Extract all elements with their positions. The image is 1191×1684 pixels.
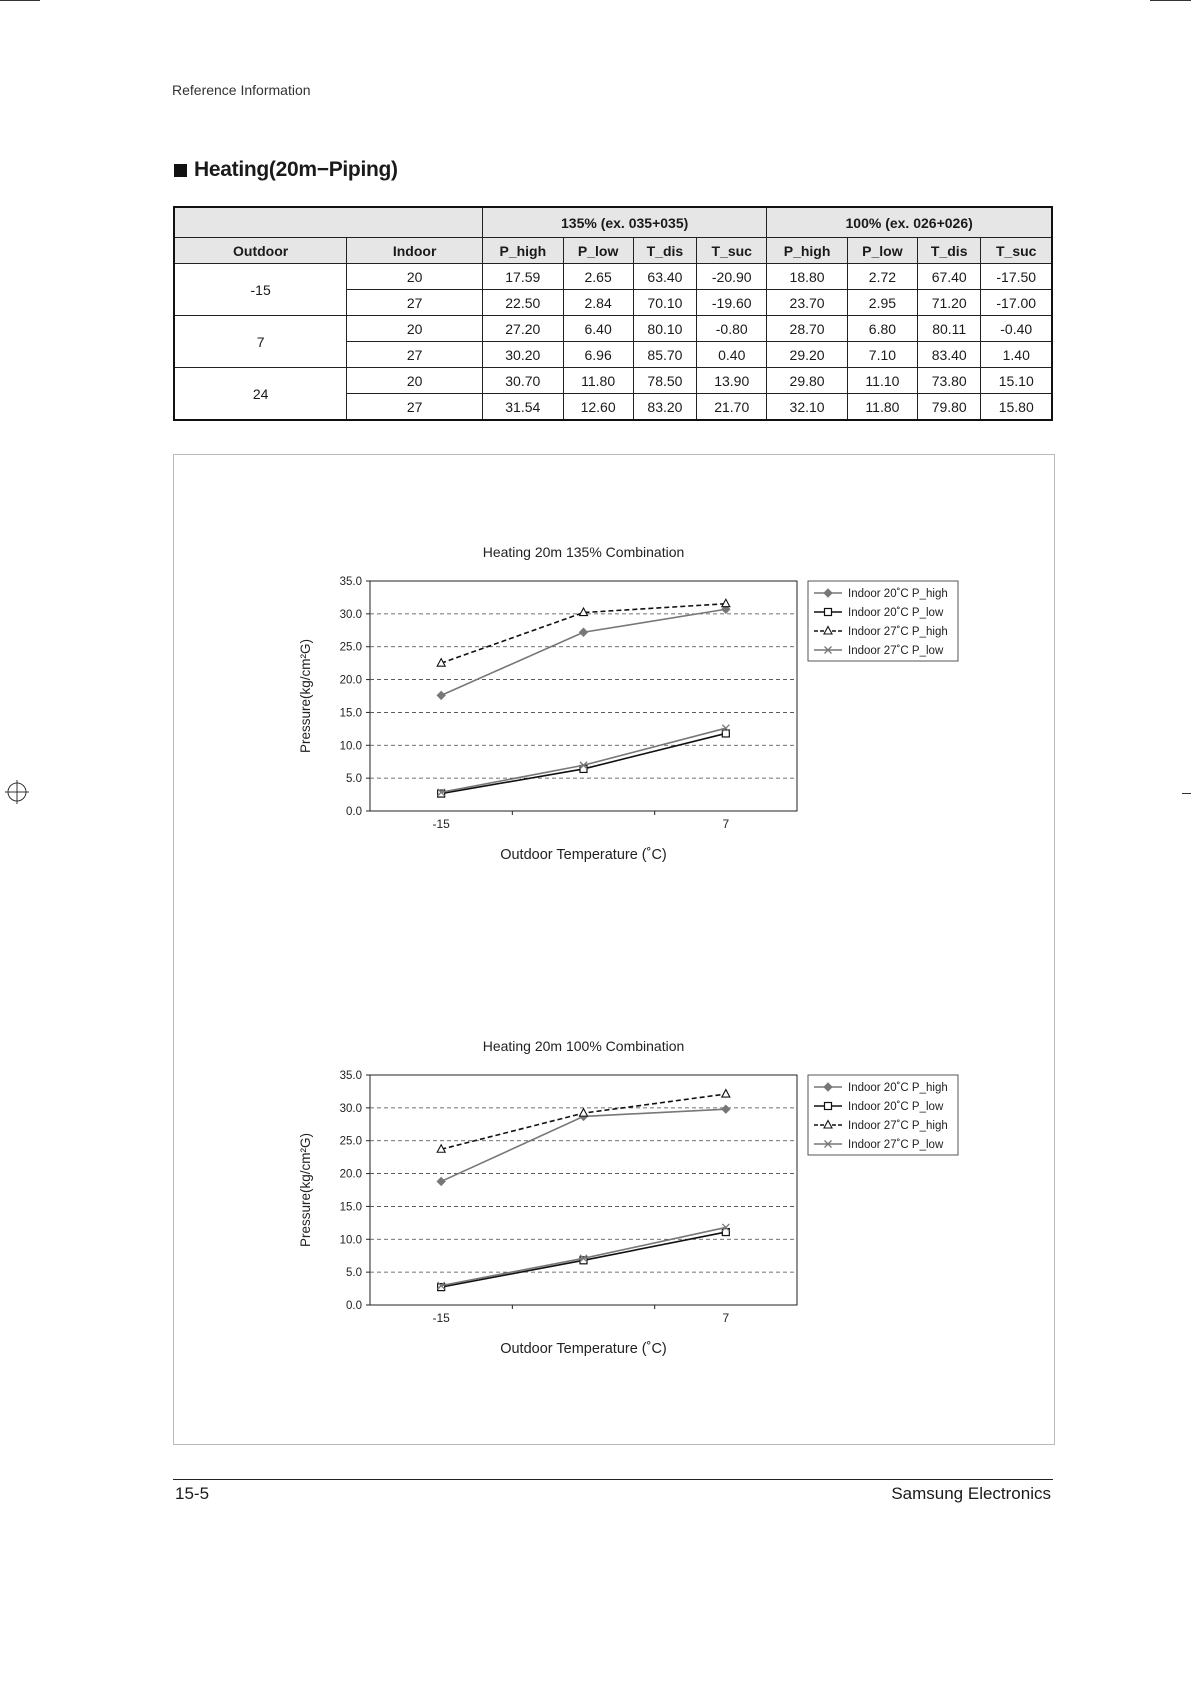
y-tick-label: 30.0 (339, 1102, 362, 1115)
table-cell-indoor: 27 (347, 290, 483, 316)
y-tick-label: 10.0 (339, 740, 362, 753)
table-cell: 23.70 (767, 290, 848, 316)
table-cell: 0.40 (697, 342, 767, 368)
legend-label: Indoor 27˚C P_high (848, 1120, 948, 1132)
table-cell: 70.10 (633, 290, 697, 316)
y-tick-label: 20.0 (339, 1168, 362, 1181)
table-cell: 13.90 (697, 368, 767, 394)
chart-100-combination (174, 949, 1054, 1444)
table-cell: 83.20 (633, 394, 697, 421)
table-cell: -0.40 (981, 316, 1052, 342)
legend-marker (825, 609, 832, 616)
x-tick-label: 7 (722, 817, 730, 831)
table-cell: 11.80 (847, 394, 917, 421)
table-cell: 67.40 (917, 264, 981, 290)
table-cell: 2.84 (563, 290, 633, 316)
table-cell-outdoor: 24 (174, 368, 347, 421)
crop-mark-top-right (1150, 0, 1191, 1)
legend-label: Indoor 20˚C P_low (848, 1101, 944, 1113)
table-cell: 31.54 (483, 394, 564, 421)
table-column-header: P_high (483, 238, 564, 264)
x-axis-label: Outdoor Temperature (˚C) (500, 847, 667, 863)
table-cell-indoor: 20 (347, 264, 483, 290)
table-cell: 28.70 (767, 316, 848, 342)
table-row (174, 316, 1052, 342)
y-tick-label: 0.0 (346, 806, 362, 818)
table-cell: 2.95 (847, 290, 917, 316)
x-tick-label: -15 (432, 1311, 450, 1325)
table-column-header: P_low (563, 238, 633, 264)
y-tick-label: 25.0 (339, 1135, 362, 1148)
crop-mark-right (1182, 793, 1191, 794)
chart-135-combination (174, 455, 1054, 950)
table-cell: 27.20 (483, 316, 564, 342)
table-column-header: Outdoor (174, 238, 347, 264)
table-cell-indoor: 20 (347, 316, 483, 342)
table-cell: -17.00 (981, 290, 1052, 316)
table-cell-indoor: 20 (347, 368, 483, 394)
y-tick-label: 25.0 (339, 641, 362, 654)
y-tick-label: 5.0 (346, 773, 362, 786)
y-tick-label: 30.0 (339, 608, 362, 621)
legend-label: Indoor 27˚C P_low (848, 645, 944, 657)
y-tick-label: 0.0 (346, 1300, 362, 1312)
chart-panel-135 (173, 454, 1055, 951)
chart-panel-100 (173, 949, 1055, 1445)
legend-label: Indoor 20˚C P_high (848, 1082, 948, 1094)
table-cell: 11.10 (847, 368, 917, 394)
table-cell: 30.70 (483, 368, 564, 394)
table-cell-indoor: 27 (347, 342, 483, 368)
table-cell: 63.40 (633, 264, 697, 290)
table-cell: 78.50 (633, 368, 697, 394)
table-cell: 6.40 (563, 316, 633, 342)
table-column-header: P_high (767, 238, 848, 264)
table-cell: 12.60 (563, 394, 633, 421)
y-tick-label: 20.0 (339, 674, 362, 687)
chart-title: Heating 20m 100% Combination (482, 1038, 685, 1054)
y-tick-label: 35.0 (339, 576, 362, 588)
table-column-header: T_dis (633, 238, 697, 264)
y-tick-label: 15.0 (339, 707, 362, 720)
table-group-header: 100% (ex. 026+026) (767, 207, 1052, 238)
table-cell: 73.80 (917, 368, 981, 394)
table-cell: 6.80 (847, 316, 917, 342)
table-cell-outdoor: 7 (174, 316, 347, 368)
header-section: Reference Information (172, 82, 311, 98)
y-axis-label: Pressure(kg/cm²G) (298, 1132, 313, 1248)
table-cell: 18.80 (767, 264, 848, 290)
table-cell: 17.59 (483, 264, 564, 290)
table-column-header: T_dis (917, 238, 981, 264)
y-tick-label: 5.0 (346, 1267, 362, 1280)
section-title (174, 158, 398, 182)
chart-title: Heating 20m 135% Combination (482, 544, 685, 560)
table-group-header-row (174, 207, 1052, 238)
table-cell: 11.80 (563, 368, 633, 394)
table-cell: 83.40 (917, 342, 981, 368)
table-cell: 80.10 (633, 316, 697, 342)
y-tick-label: 10.0 (339, 1234, 362, 1247)
registration-mark-icon (5, 780, 29, 804)
table-row (174, 368, 1052, 394)
y-tick-label: 15.0 (339, 1201, 362, 1214)
y-tick-label: 35.0 (339, 1070, 362, 1082)
table-column-header: T_suc (981, 238, 1052, 264)
section-title-text: Heating(20m−Piping) (194, 158, 398, 181)
table-column-header: Indoor (347, 238, 483, 264)
x-axis-label: Outdoor Temperature (˚C) (500, 1341, 667, 1357)
table-cell: 29.20 (767, 342, 848, 368)
page-number: 15-5 (175, 1484, 210, 1503)
table-cell: 71.20 (917, 290, 981, 316)
y-axis-label: Pressure(kg/cm²G) (298, 638, 313, 754)
table-column-header: T_suc (697, 238, 767, 264)
table-cell: 30.20 (483, 342, 564, 368)
table-row (174, 264, 1052, 290)
legend-label: Indoor 20˚C P_low (848, 607, 944, 619)
table-cell: 15.10 (981, 368, 1052, 394)
table-cell: 2.72 (847, 264, 917, 290)
footer-divider (173, 1479, 1053, 1480)
table-cell-outdoor: -15 (174, 264, 347, 316)
company-name: Samsung Electronics (891, 1484, 1051, 1503)
table-cell: 85.70 (633, 342, 697, 368)
table-cell: 21.70 (697, 394, 767, 421)
legend-label: Indoor 27˚C P_low (848, 1139, 944, 1151)
table-cell: 1.40 (981, 342, 1052, 368)
table-column-header: P_low (847, 238, 917, 264)
x-tick-label: 7 (722, 1311, 730, 1325)
table-cell: 15.80 (981, 394, 1052, 421)
heating-data-table (173, 206, 1053, 421)
table-header-blank (174, 207, 483, 238)
table-cell-indoor: 27 (347, 394, 483, 421)
x-tick-label: -15 (432, 817, 450, 831)
table-column-header-row (174, 238, 1052, 264)
table-group-header: 135% (ex. 035+035) (483, 207, 767, 238)
table-cell: 2.65 (563, 264, 633, 290)
bullet-square-icon (174, 164, 187, 177)
table-cell: -17.50 (981, 264, 1052, 290)
table-cell: 22.50 (483, 290, 564, 316)
table-cell: 7.10 (847, 342, 917, 368)
legend-label: Indoor 27˚C P_high (848, 626, 948, 638)
table-cell: -19.60 (697, 290, 767, 316)
table-cell: -0.80 (697, 316, 767, 342)
table-cell: 29.80 (767, 368, 848, 394)
table-cell: 32.10 (767, 394, 848, 421)
crop-mark-top-left (0, 0, 40, 1)
table-cell: -20.90 (697, 264, 767, 290)
table-cell: 80.11 (917, 316, 981, 342)
legend-marker (825, 1103, 832, 1110)
table-cell: 6.96 (563, 342, 633, 368)
table-cell: 79.80 (917, 394, 981, 421)
legend-label: Indoor 20˚C P_high (848, 588, 948, 600)
